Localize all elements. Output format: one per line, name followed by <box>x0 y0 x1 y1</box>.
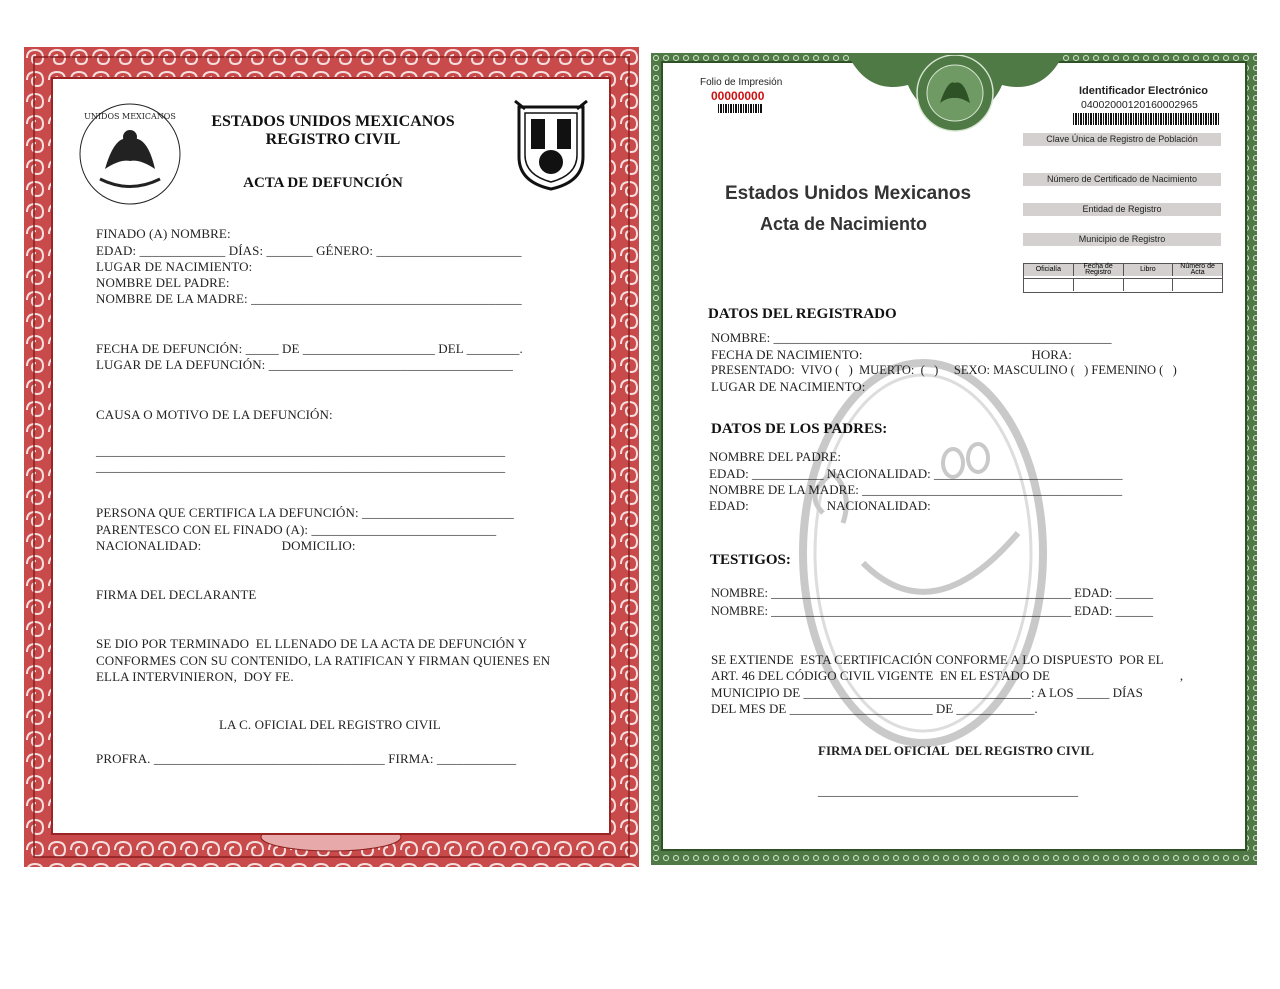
field-edad-nacionalidad-madre: EDAD: NACIONALIDAD: <box>709 498 931 513</box>
cert-number-box: Número de Certificado de Nacimiento <box>1023 173 1221 186</box>
title-estados-unidos: Estados Unidos Mexicanos <box>725 183 972 204</box>
birth-certificate-body <box>661 61 1247 851</box>
closing-line-2: CONFORMES CON SU CONTENIDO, LA RATIFICAN Y FIRMAN QUIENES EN <box>96 653 551 668</box>
closing-line-3: MUNICIPIO DE ___________________________________: A LOS _____ DÍAS <box>711 685 1143 700</box>
identificador-barcode-icon <box>1073 113 1219 125</box>
field-lugar-nacimiento: LUGAR DE NACIMIENTO: <box>711 379 866 394</box>
header-line-2: REGISTRO CIVIL <box>265 131 401 148</box>
birth-certificate <box>651 53 1257 865</box>
section-testigos: TESTIGOS: <box>710 552 791 568</box>
table-header-libro: Libro <box>1124 264 1174 276</box>
field-nombre-padre: NOMBRE DEL PADRE: <box>709 449 841 464</box>
field-nombre-madre: NOMBRE DE LA MADRE: _________________________________________ <box>96 291 522 306</box>
blank-line: ______________________________________________________________ <box>96 459 506 474</box>
field-finado-nombre: FINADO (A) NOMBRE: <box>96 226 231 241</box>
field-lugar-defuncion: LUGAR DE LA DEFUNCIÓN: _____________________________________ <box>96 357 513 372</box>
municipio-box: Municipio de Registro <box>1023 233 1221 246</box>
field-causa-defuncion: CAUSA O MOTIVO DE LA DEFUNCIÓN: <box>96 407 333 422</box>
entidad-box: Entidad de Registro <box>1023 203 1221 216</box>
table-cell <box>1124 279 1174 291</box>
field-lugar-nacimiento: LUGAR DE NACIMIENTO: <box>96 259 253 274</box>
closing-line-3: ELLA INTERVINIERON, DOY FE. <box>96 669 294 684</box>
field-persona-certifica: PERSONA QUE CERTIFICA LA DEFUNCIÓN: _______________________ <box>96 505 514 520</box>
curp-box: Clave Única de Registro de Población <box>1023 133 1221 146</box>
folio-label: Folio de Impresión <box>700 77 783 88</box>
field-edad-nacionalidad-padre: EDAD: ___________ NACIONALIDAD: _____________________________ <box>709 466 1123 481</box>
field-nombre-madre: NOMBRE DE LA MADRE: ________________________________________ <box>709 482 1123 497</box>
eagle-seal-icon <box>75 99 185 209</box>
registry-table <box>1023 263 1223 293</box>
table-header-oficialia: Oficialía <box>1024 264 1074 276</box>
field-edad-dias-genero: EDAD: _____________ DÍAS: _______ GÉNERO: ______________________ <box>96 243 522 258</box>
closing-line-1: SE DIO POR TERMINADO EL LLENADO DE LA ACTA DE DEFUNCIÓN Y <box>96 636 528 651</box>
closing-line-2: ART. 46 DEL CÓDIGO CIVIL VIGENTE EN EL ESTADO DE , <box>711 668 1184 683</box>
identificador-label: Identificador Electrónico <box>1079 85 1208 97</box>
blank-line: ______________________________________________________________ <box>96 443 506 458</box>
svg-text:UNIDOS MEXICANOS: UNIDOS MEXICANOS <box>84 112 176 121</box>
field-nombre-registrado: NOMBRE: ____________________________________________________ <box>711 330 1112 345</box>
field-testigo-1: NOMBRE: ________________________________________________ EDAD: ______ <box>711 586 1154 600</box>
signature-line: ________________________________________ <box>818 783 1078 798</box>
oficial-label: LA C. OFICIAL DEL REGISTRO CIVIL <box>219 717 441 732</box>
death-certificate-body <box>51 77 611 835</box>
field-testigo-2: NOMBRE: ________________________________________________ EDAD: ______ <box>711 604 1154 618</box>
header-line-1: ESTADOS UNIDOS MEXICANOS <box>211 113 455 130</box>
closing-line-4: DEL MES DE ______________________ DE ____________. <box>711 701 1038 716</box>
national-seal-icon <box>848 55 1063 140</box>
table-header-fecha: Fecha de Registro <box>1074 264 1124 276</box>
folio-barcode-icon <box>718 104 762 113</box>
field-profra-firma: PROFRA. ___________________________________ FIRMA: ____________ <box>96 751 517 766</box>
closing-line-1: SE EXTIENDE ESTA CERTIFICACIÓN CONFORME A LO DISPUESTO POR EL <box>711 652 1164 667</box>
field-nacionalidad-domicilio: NACIONALIDAD: DOMICILIO: <box>96 538 356 553</box>
identificador-number: 04002000120160002965 <box>1081 99 1198 111</box>
table-cell <box>1024 279 1074 291</box>
field-nombre-padre: NOMBRE DEL PADRE: <box>96 275 230 290</box>
field-firma-declarante: FIRMA DEL DECLARANTE <box>96 587 257 602</box>
field-fecha-defuncion: FECHA DE DEFUNCIÓN: _____ DE ____________________ DEL ________. <box>96 341 523 356</box>
table-cell <box>1173 279 1222 291</box>
title-acta-nacimiento: Acta de Nacimiento <box>760 214 928 234</box>
folio-number: 00000000 <box>711 89 765 103</box>
document-title: ACTA DE DEFUNCIÓN <box>243 175 403 191</box>
field-presentado-sexo: PRESENTADO: VIVO ( ) MUERTO: ( ) SEXO: MASCULINO ( ) FEMENINO ( ) <box>711 363 1177 377</box>
state-crest-icon <box>511 97 591 192</box>
table-header-numero: Número de Acta <box>1173 264 1222 276</box>
table-cell <box>1074 279 1124 291</box>
field-fecha-nacimiento: FECHA DE NACIMIENTO: HORA: <box>711 347 1072 362</box>
death-certificate <box>24 47 639 867</box>
section-datos-padres: DATOS DE LOS PADRES: <box>711 421 888 437</box>
section-datos-registrado: DATOS DEL REGISTRADO <box>708 306 897 322</box>
field-parentesco: PARENTESCO CON EL FINADO (A): ____________________________ <box>96 522 497 537</box>
signature-label: FIRMA DEL OFICIAL DEL REGISTRO CIVIL <box>818 743 1094 758</box>
